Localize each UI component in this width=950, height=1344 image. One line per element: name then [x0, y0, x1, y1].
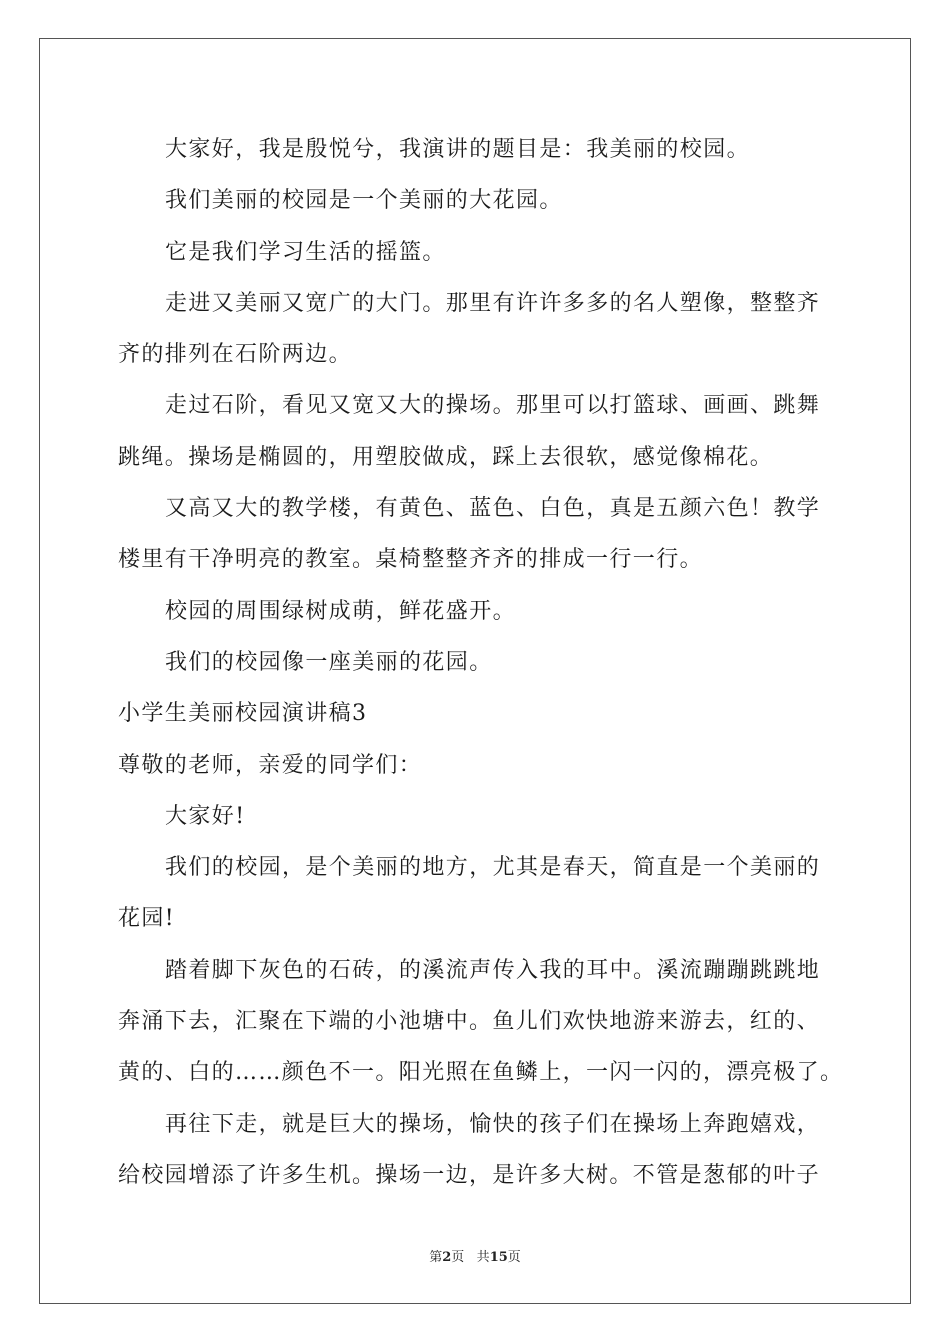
total-pages: 15	[489, 1250, 508, 1265]
text-line-5: 齐的排列在石阶两边。	[118, 342, 353, 368]
text-line-8: 又高又大的教学楼，有黄色、蓝色、白色，真是五颜六色！教学	[165, 496, 821, 522]
text-line-4: 走进又美丽又宽广的大门。那里有许许多多的名人塑像，整整齐	[165, 290, 821, 316]
text-line-1: 大家好，我是殷悦兮，我演讲的题目是：我美丽的校园。	[165, 137, 751, 162]
text-line-20: 再往下走，就是巨大的操场，愉快的孩子们在操场上奔跑嬉戏，	[165, 1111, 821, 1137]
text-line-2: 我们美丽的校园是一个美丽的大花园。	[165, 188, 563, 214]
text-line-18: 奔涌下去，汇聚在下端的小池塘中。鱼儿们欢快地游来游去，红的、	[118, 1009, 821, 1035]
salutation: 尊敬的老师，亲爱的同学们：	[118, 752, 423, 778]
page-footer	[0, 1246, 950, 1265]
text-line-17: 踏着脚下灰色的石砖，的溪流声传入我的耳中。溪流蹦蹦跳跳地	[165, 957, 821, 983]
page-suffix: 页	[451, 1250, 465, 1265]
text-line-21: 给校园增添了许多生机。操场一边，是许多大树。不管是葱郁的叶子	[118, 1162, 821, 1188]
text-line-15: 我们的校园，是个美丽的地方，尤其是春天，简直是一个美丽的	[165, 855, 821, 881]
text-line-19: 黄的、白的……颜色不一。阳光照在鱼鳞上，一闪一闪的，漂亮极了。	[118, 1060, 844, 1086]
total-prefix: 共	[476, 1250, 490, 1265]
page-prefix: 第	[429, 1250, 443, 1265]
text-line-6: 走过石阶，看见又宽又大的操场。那里可以打篮球、画画、跳舞	[165, 393, 821, 419]
section-heading: 小学生美丽校园演讲稿3	[118, 701, 368, 727]
text-line-14: 大家好!	[165, 803, 246, 829]
text-line-9: 楼里有干净明亮的教室。桌椅整整齐齐的排成一行一行。	[118, 547, 704, 573]
text-line-7: 跳绳。操场是椭圆的，用塑胶做成，踩上去很软，感觉像棉花。	[118, 444, 774, 470]
document-body	[118, 128, 844, 1205]
text-line-10: 校园的周围绿树成萌，鲜花盛开。	[165, 598, 517, 624]
text-line-3: 它是我们学习生活的摇篮。	[165, 239, 446, 265]
page-number: 2	[442, 1250, 452, 1265]
text-line-11: 我们的校园像一座美丽的花园。	[165, 649, 493, 675]
total-suffix: 页	[507, 1250, 521, 1265]
text-line-16: 花园!	[118, 906, 176, 932]
